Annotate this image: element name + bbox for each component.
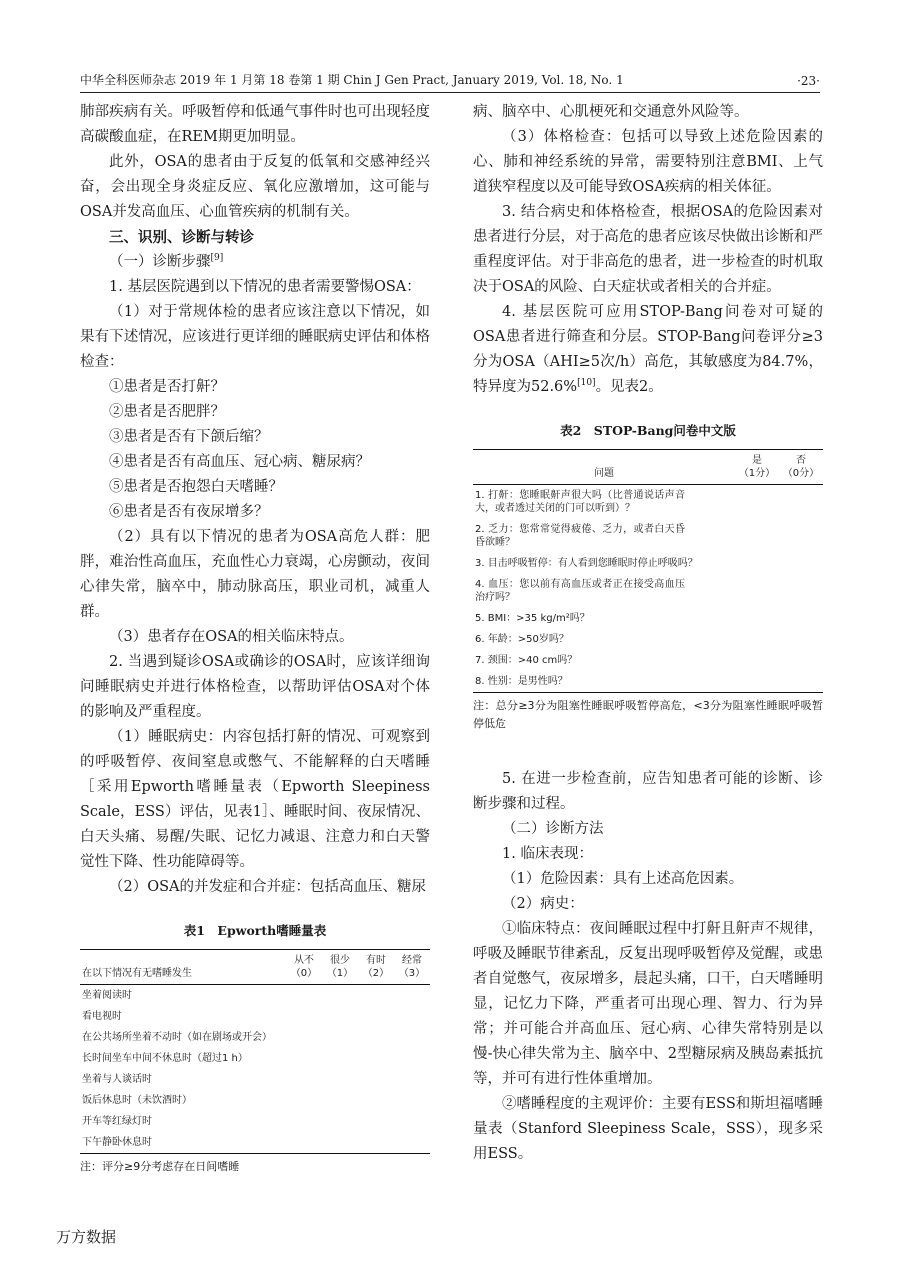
table-header-question: 问题 [473, 450, 735, 485]
table-cell: 在公共场所坐着不动时（如在剧场或开会） [82, 1032, 272, 1043]
table-row [80, 1048, 430, 1069]
table-cell: 7. 颈围：>40 cm吗？ [475, 655, 578, 666]
table-row [473, 574, 823, 608]
paragraph: （2）具有以下情况的患者为OSA高危人群：肥胖，难治性高血压，充血性心力衰竭，心房颤动，夜间心律失常，脑卒中，肺动脉高压，职业司机，减重人群。 [80, 529, 430, 620]
paragraph: 肺部疾病有关。呼吸暂停和低通气事件时也可出现轻度高碳酸血症，在REM期更加明显。 [80, 104, 430, 145]
paragraph: 3. 结合病史和体格检查，根据OSA的危险因素对患者进行分层，对于高危的患者应该尽快做出诊断和严重程度评估。对于非高危的患者，进一步检查的时机取决于OSA的风险、白天症状或者相关的合并症。 [473, 204, 823, 295]
table-cell: 2. 乏力：您常常觉得疲倦、乏力，或者白天昏昏欲睡？ [475, 524, 685, 548]
subsection-heading [80, 250, 430, 275]
table-cell: 开车等红绿灯时 [82, 1116, 152, 1127]
citation-ref: [9] [210, 253, 224, 264]
right-column [473, 100, 823, 1167]
table-cell: 3. 目击呼吸暂停：有人看到您睡眠时停止呼吸吗？ [475, 558, 698, 569]
epworth-table [80, 949, 430, 1154]
paragraph: 1. 基层医院遇到以下情况的患者需要警惕OSA： [109, 279, 421, 295]
list-item: ②患者是否肥胖？ [109, 404, 225, 420]
paragraph [473, 300, 823, 400]
table-cell: 看电视时 [82, 1011, 122, 1022]
table-cell: 坐着与人谈话时 [82, 1074, 152, 1085]
table-row [80, 1006, 430, 1027]
table-row [473, 629, 823, 650]
table-row [80, 985, 430, 1007]
left-column [80, 100, 430, 1176]
table-cell: 5. BMI：>35 kg/m²吗？ [475, 613, 590, 624]
paragraph: （2）OSA的并发症和合并症：包括高血压、糖尿 [109, 879, 427, 895]
paragraph-text: 。见表2。 [595, 379, 663, 395]
list-item: ⑥患者是否有夜尿增多？ [109, 504, 269, 520]
table-header-option: 从不 （0） [286, 950, 322, 985]
paragraph: （2）病史： [502, 896, 584, 912]
table-row [473, 671, 823, 693]
table-header-option: 有时 （2） [358, 950, 394, 985]
subsection-heading-text: （一）诊断步骤 [109, 254, 211, 270]
table-row [80, 1069, 430, 1090]
table-row [473, 485, 823, 520]
citation-ref: [10] [577, 378, 596, 389]
paragraph-text: 4. 基层医院可应用STOP-Bang问卷对可疑的OSA患者进行筛查和分层。STOP-Bang问卷评分≥3分为OSA（AHI≥5次/h）高危，其敏感度为84.7%，特异度为52.6% [473, 304, 823, 395]
stop-bang-table [473, 449, 823, 693]
paragraph: 1. 临床表现： [502, 846, 593, 862]
table-cell: 饭后休息时（未饮酒时） [82, 1095, 192, 1106]
list-item: ④患者是否有高血压、冠心病、糖尿病？ [109, 454, 370, 470]
page-number: ·23· [797, 74, 820, 88]
table2-note: 注：总分≥3分为阻塞性睡眠呼吸暂停高危，<3分为阻塞性睡眠呼吸暂停低危 [473, 699, 823, 730]
paragraph: （1）睡眠病史：内容包括打鼾的情况、可观察到的呼吸暂停、夜间窒息或憋气、不能解释的白天嗜睡［采用Epworth嗜睡量表（Epworth Sleepiness Scale，ESS）评估，见表1］、睡眠时间、夜尿情况、白天头痛、易醒/失眠、记忆力减退、注意力和白天警觉性下降、性功能障碍等。 [80, 729, 430, 870]
table1-note: 注：评分≥9分考虑存在日间嗜睡 [80, 1160, 240, 1173]
subsection-heading: （二）诊断方法 [502, 821, 604, 837]
table-header-question: 在以下情况有无嗜睡发生 [80, 950, 286, 985]
table-row [473, 553, 823, 574]
table-row [80, 1090, 430, 1111]
paragraph: （3）患者存在OSA的相关临床特点。 [109, 629, 354, 645]
table-header-option: 否 （0分） [779, 450, 823, 485]
table-row [80, 1132, 430, 1154]
table-header-option: 经常 （3） [394, 950, 430, 985]
table-cell: 6. 年龄：>50岁吗？ [475, 634, 569, 645]
paragraph: 此外，OSA的患者由于反复的低氧和交感神经兴奋，会出现全身炎症反应、氧化应激增加，这可能与OSA并发高血压、心血管疾病的机制有关。 [80, 154, 430, 220]
table-cell: 下午静卧休息时 [80, 1132, 286, 1154]
table-cell: 坐着阅读时 [82, 990, 132, 1001]
journal-citation: 中华全科医师杂志 2019 年 1 月第 18 卷第 1 期 Chin J Gen Pract, January 2019, Vol. 18, No. 1 [80, 73, 624, 87]
table-cell: 长时间坐车中间不休息时（超过1 h） [82, 1053, 248, 1064]
paragraph: （3）体格检查：包括可以导致上述危险因素的心、肺和神经系统的异常，需要特别注意BMI、上气道狭窄程度以及可能导致OSA疾病的相关体征。 [473, 129, 823, 195]
paragraph: 病、脑卒中、心肌梗死和交通意外风险等。 [473, 104, 749, 120]
table1-title: 表1 Epworth嗜睡量表 [183, 923, 327, 938]
table-cell: 8. 性别：是男性吗？ [473, 671, 735, 693]
table-row [80, 1027, 430, 1048]
paragraph: ②嗜睡程度的主观评价：主要有ESS和斯坦福嗜睡量表（Stanford Sleepiness Scale，SSS），现多采用ESS。 [473, 1096, 823, 1162]
paragraph: ①临床特点：夜间睡眠过程中打鼾且鼾声不规律，呼吸及睡眠节律紊乱，反复出现呼吸暂停及觉醒，或患者自觉憋气，夜尿增多，晨起头痛，口干，白天嗜睡明显，记忆力下降，严重者可出现心理、智力、行为异常；并可能合并高血压、冠心病、心律失常特别是以慢-快心律失常为主、脑卒中、2型糖尿病及胰岛素抵抗等，并可有进行性体重增加。 [473, 921, 823, 1087]
table-row [473, 519, 823, 553]
list-item: ①患者是否打鼾？ [109, 379, 225, 395]
paragraph: 5. 在进一步检查前，应告知患者可能的诊断、诊断步骤和过程。 [473, 771, 823, 812]
table-header-option: 很少 （1） [322, 950, 358, 985]
table2-title: 表2 STOP-Bang问卷中文版 [560, 423, 736, 438]
section-heading: 三、识别、诊断与转诊 [109, 229, 254, 246]
table-row [80, 1111, 430, 1132]
running-header [80, 66, 820, 93]
paragraph: 2. 当遇到疑诊OSA或确诊的OSA时，应该详细询问睡眠病史并进行体格检查，以帮助评估OSA对个体的影响及严重程度。 [80, 654, 430, 720]
table-cell: 1. 打鼾：您睡眠鼾声很大吗（比普通说话声音大，或者透过关闭的门可以听到）？ [475, 490, 685, 514]
paragraph: （1）对于常规体检的患者应该注意以下情况，如果有下述情况，应该进行更详细的睡眠病史评估和体格检查： [80, 304, 430, 370]
table-row [473, 608, 823, 629]
table-cell: 4. 血压：您以前有高血压或者正在接受高血压治疗吗？ [475, 579, 685, 603]
table-row [473, 650, 823, 671]
paragraph: （1）危险因素：具有上述高危因素。 [502, 871, 744, 887]
list-item: ③患者是否有下颌后缩？ [109, 429, 269, 445]
table-header-option: 是 （1分） [735, 450, 779, 485]
list-item: ⑤患者是否抱怨白天嗜睡？ [109, 479, 283, 495]
watermark-footer: 万方数据 [56, 1228, 117, 1246]
